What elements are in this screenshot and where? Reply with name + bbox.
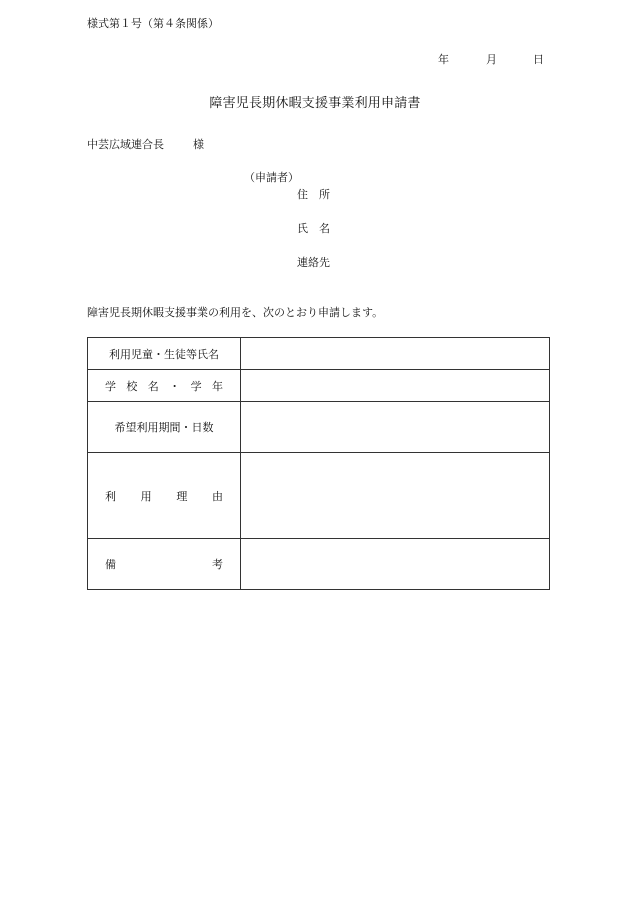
school-grade-label-cell [88, 370, 241, 402]
child-name-label: 利用児童・生徒等氏名 [109, 347, 219, 361]
form-number: 様式第１号（第４条関係） [87, 17, 219, 30]
school-grade-input-cell[interactable] [241, 370, 550, 402]
school-grade-label [88, 378, 240, 394]
label-char: 校 [126, 379, 138, 393]
name-label: 氏名 [297, 222, 341, 235]
addressee-honorific: 様 [193, 138, 204, 151]
label-char: 備 [105, 558, 116, 571]
remarks-input-cell[interactable] [241, 539, 550, 590]
date-year-label: 年 [438, 53, 449, 66]
period-days-label-cell [88, 402, 241, 453]
contact-label: 連絡先 [297, 256, 330, 269]
label-char: 利 [105, 489, 116, 503]
date-month-label: 月 [486, 53, 497, 66]
table-row [88, 370, 550, 402]
label-char: ・ [169, 379, 181, 393]
address-label: 住所 [297, 188, 341, 201]
table-row [88, 539, 550, 590]
document-title: 障害児長期休暇支援事業利用申請書 [209, 96, 421, 111]
remarks-label [88, 556, 240, 572]
table-row [88, 338, 550, 370]
label-char: 学 [190, 379, 202, 393]
label-char: 理 [176, 489, 188, 503]
label-char: 学 [105, 379, 116, 393]
reason-input-cell[interactable] [241, 453, 550, 539]
label-char: 考 [212, 558, 223, 571]
child-name-label-cell [88, 338, 241, 370]
period-days-input-cell[interactable] [241, 402, 550, 453]
reason-label [88, 488, 240, 504]
label-char: 用 [140, 489, 152, 503]
date-day-label: 日 [533, 53, 544, 66]
addressee-name: 中芸広域連合長 [87, 138, 164, 151]
label-char: 名 [147, 379, 159, 393]
label-char: 由 [211, 489, 223, 503]
period-days-label: 希望利用期間・日数 [114, 421, 214, 434]
application-statement: 障害児長期休暇支援事業の利用を、次のとおり申請します。 [87, 306, 384, 319]
label-char: 年 [211, 379, 223, 393]
date-line [438, 51, 546, 67]
applicant-label: （申請者） [244, 171, 299, 184]
table-row [88, 402, 550, 453]
child-name-input-cell[interactable] [241, 338, 550, 370]
remarks-label-cell [88, 539, 241, 590]
application-table [87, 337, 550, 590]
table-row [88, 453, 550, 539]
reason-label-cell [88, 453, 241, 539]
